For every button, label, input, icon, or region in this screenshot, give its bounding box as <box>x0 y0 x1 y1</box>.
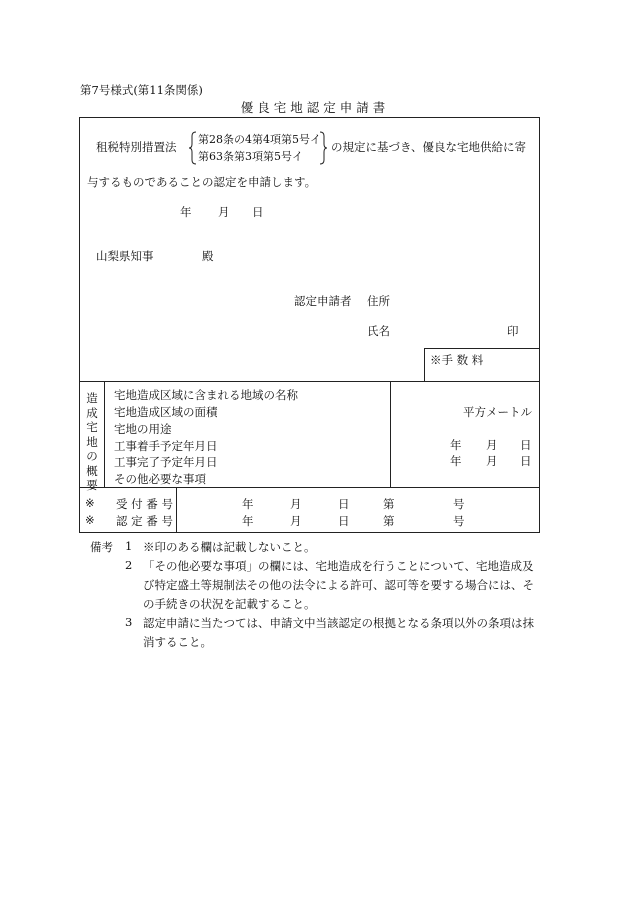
end-year: 年 <box>450 454 462 468</box>
receipt-year: 年 <box>242 497 254 511</box>
numbers-top-rule <box>80 487 539 488</box>
receipt-mark: ※ <box>85 496 95 510</box>
overview-row: 工事着手予定年月日 <box>114 439 218 453</box>
area-unit: 平方メートル <box>463 405 532 419</box>
overview-side-label: 造成宅地の概要 <box>86 391 98 492</box>
overview-top-rule <box>80 381 539 382</box>
notes-heading: 備考 <box>90 540 113 554</box>
cert-year: 年 <box>242 514 254 528</box>
intro-tail: の規定に基づき、優良な宅地供給に寄 <box>331 140 527 154</box>
receipt-label: 受 付 番 号 <box>116 497 173 511</box>
cert-month: 月 <box>290 514 302 528</box>
note-number: 1 <box>125 539 133 553</box>
end-month: 月 <box>486 454 498 468</box>
applicant-label: 認定申請者 <box>294 294 352 308</box>
cert-label: 認 定 番 号 <box>116 514 173 528</box>
intro-line-2: 与するものであることの認定を申請します。 <box>87 175 317 189</box>
honorific: 殿 <box>202 249 214 263</box>
form-frame <box>79 117 540 533</box>
note-text: び特定盛土等規制法その他の法令による許可、認可等を要する場合には、そ <box>143 578 534 592</box>
cert-mark: ※ <box>85 513 95 527</box>
article-2: 第63条第3項第5号イ <box>198 150 303 163</box>
overview-label-rule <box>104 381 105 487</box>
law-name: 租税特別措置法 <box>96 140 177 154</box>
note-number: 3 <box>125 615 133 629</box>
numbers-label-rule <box>176 487 177 533</box>
note-text: の手続きの状況を記載すること。 <box>143 597 316 611</box>
date-year: 年 <box>180 205 192 219</box>
start-day: 日 <box>520 438 532 452</box>
date-day: 日 <box>252 205 264 219</box>
cert-go: 号 <box>453 514 465 528</box>
form-number: 第7号様式(第11条関係) <box>80 83 203 97</box>
note-text: 認定申請に当たつては、申請文中当該認定の根拠となる条項以外の条項は抹 <box>143 616 534 630</box>
end-day: 日 <box>520 454 532 468</box>
governor: 山梨県知事 <box>96 249 154 263</box>
fee-label: ※手 数 料 <box>430 353 484 367</box>
receipt-go: 号 <box>453 497 465 511</box>
note-text: 「その他必要な事項」の欄には、宅地造成を行うことについて、宅地造成及 <box>143 559 534 573</box>
overview-row: 宅地の用途 <box>114 422 172 436</box>
fee-top-rule <box>424 348 540 349</box>
overview-value-rule <box>390 381 391 487</box>
cert-day: 日 <box>338 514 350 528</box>
overview-row: 工事完了予定年月日 <box>114 455 218 469</box>
overview-row: 宅地造成区域の面積 <box>114 405 218 419</box>
article-1: 第28条の4第4項第5号イ <box>198 133 321 146</box>
left-brace-icon <box>188 131 198 165</box>
form-title: 優良宅地認定申請書 <box>240 100 390 115</box>
note-number: 2 <box>125 558 133 572</box>
receipt-day: 日 <box>338 497 350 511</box>
address-label: 住所 <box>367 294 390 308</box>
cert-dai: 第 <box>383 514 395 528</box>
start-year: 年 <box>450 438 462 452</box>
overview-row: 宅地造成区域に含まれる地域の名称 <box>114 388 298 402</box>
name-label: 氏名 <box>367 324 390 338</box>
note-text: 消すること。 <box>143 635 212 649</box>
note-text: ※印のある欄は記載しないこと。 <box>143 540 316 554</box>
receipt-month: 月 <box>290 497 302 511</box>
fee-left-rule <box>424 348 425 381</box>
start-month: 月 <box>486 438 498 452</box>
overview-row: その他必要な事項 <box>114 472 206 486</box>
receipt-dai: 第 <box>383 497 395 511</box>
date-month: 月 <box>218 205 230 219</box>
right-brace-icon <box>318 131 328 165</box>
seal-mark: 印 <box>507 324 519 338</box>
